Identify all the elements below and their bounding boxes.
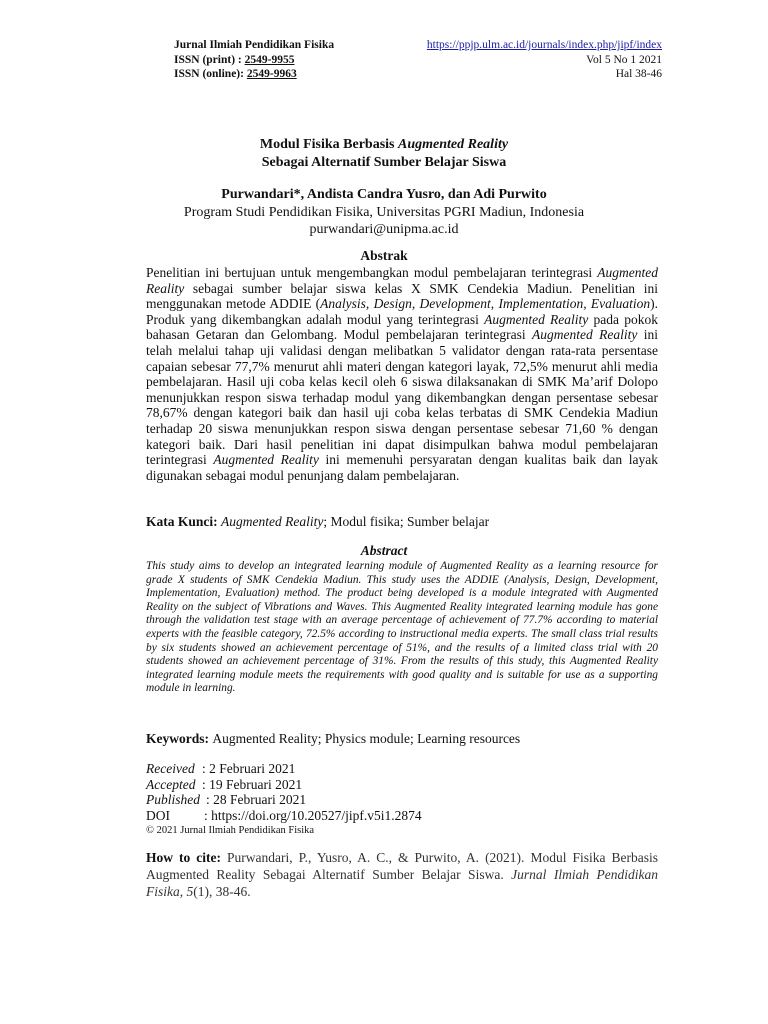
- issn-print-line: [174, 53, 334, 68]
- abstrak-text: sebagai sumber belajar siswa kelas X SMK Cendekia Madiun. Penelitian ini menggunakan metode ADDIE (: [146, 280, 658, 312]
- issn-online-link[interactable]: 2549-9963: [246, 68, 297, 80]
- kata-kunci-label: Kata Kunci:: [146, 514, 222, 529]
- journal-info: [174, 38, 334, 82]
- abstrak-text: ini telah melalui tahap uji validasi dengan melibatkan 5 validator dengan rata-rata persentase capaian sebesar 77,7% menurut ahli materi dengan kategori layak, 72,5% menurut ahli media pembelajaran. Hasil uji coba kelas kecil oleh 6 siswa dilaksanakan di SMK Ma’arif Dolopo menunjukkan respon siswa terhadap modul yang dikembangkan dengan persentase sebesar 78,67% dengan kategori baik dan hasil uji coba kelas terbatas di SMK Cendekia Madiun terhadap 20 siswa menunjukkan respon siswa dengan persentase sebesar 71,60 % dengan kategori baik. Dari hasil penelitian ini dapat disimpulkan bahwa modul pembelajaran terintegrasi: [146, 327, 658, 468]
- abstract-heading: Abstract: [360, 543, 408, 558]
- cite-label: How to cite:: [146, 850, 228, 865]
- doi-value[interactable]: : https://doi.org/10.20527/jipf.v5i1.2874: [204, 807, 422, 823]
- journal-url-link[interactable]: https://ppjp.ulm.ac.id/journals/index.php/jipf/index: [426, 39, 662, 51]
- received-value: : 2 Februari 2021: [202, 761, 296, 776]
- cite-text: Purwandari, P., Yusro, A. C., & Purwito, A. (2021). Modul Fisika Berbasis Augmented Reality Sebagai Alternatif Sumber Belajar Siswa.: [146, 850, 658, 882]
- abstrak-italic: Augmented Reality: [532, 327, 638, 343]
- article-dates: [146, 761, 422, 823]
- title-line1: Modul Fisika Berbasis: [259, 137, 399, 152]
- abstrak-heading: Abstrak: [360, 248, 408, 263]
- cite-journal: Jurnal Ilmiah Pendidikan Fisika: [146, 867, 658, 899]
- journal-name: Jurnal Ilmiah Pendidikan Fisika: [174, 39, 335, 51]
- cite-volume: 5: [186, 884, 194, 899]
- doi-row: [146, 808, 422, 824]
- keywords-label: Keywords:: [146, 731, 213, 746]
- issn-online-line: [174, 67, 334, 82]
- author-email: purwandari@unipma.ac.id: [309, 222, 459, 237]
- abstrak-text: ). Produk yang dikembangkan adalah modul yang terintegrasi: [146, 296, 659, 327]
- received-label: Received: [146, 761, 195, 776]
- issn-online-label: ISSN (online):: [174, 68, 247, 80]
- abstrak-italic: Augmented Reality: [213, 452, 319, 468]
- abstrak-italic: Augmented Reality: [146, 265, 658, 296]
- abstrak-body: [146, 265, 658, 483]
- keywords-text: Augmented Reality; Physics module; Learning resources: [212, 731, 521, 746]
- abstrak-text: ini memenuhi persyaratan dengan kualitas baik dan layak digunakan sebagai modul penunjang dalam pembelajaran.: [146, 452, 658, 483]
- abstrak-italic: Analysis, Design, Development, Implementation, Evaluation: [320, 296, 651, 312]
- received-row: [146, 761, 422, 777]
- title-line2: Sebagai Alternatif Sumber Belajar Siswa: [261, 155, 507, 170]
- affiliation: Program Studi Pendidikan Fisika, Universitas PGRI Madiun, Indonesia: [183, 204, 585, 220]
- author-block: [0, 186, 768, 239]
- doi-label: DOI: [146, 807, 170, 823]
- issn-print-label: ISSN (print) :: [174, 53, 245, 66]
- accepted-value: : 19 Februari 2021: [202, 776, 303, 792]
- volume-info: Vol 5 No 1 2021: [586, 53, 662, 66]
- kata-kunci-italic: Augmented Reality: [221, 514, 324, 529]
- page-range: Hal 38-46: [615, 68, 662, 80]
- published-label: Published: [146, 792, 200, 807]
- published-row: [146, 792, 422, 808]
- how-to-cite: [146, 849, 658, 900]
- copyright: © 2021 Jurnal Ilmiah Pendidikan Fisika: [146, 825, 315, 836]
- abstract-body: This study aims to develop an integrated learning module of Augmented Reality as a learning resource for grade X students of SMK Cendekia Madiun. This study uses the ADDIE (Analysis, Design, Development, Implementation, Evaluation) method. The product being developed is a module integrated with Augmented Reality on the subject of Vibrations and Waves. This Augmented Reality integrated learning module has gone through the validation test stage with an average percentage of achievement of 77.7% according to material experts with the feasible category, 72.5% according to instructional media experts. The small class trial results by six students showed an achievement percentage of 51%, and the results of a limited class trial with 20 students showed an achievement percentage of 31%. From the results of this study, this Augmented Reality integrated learning module meets the requirements with good quality and is suitable for use as a supporting module in learning.: [146, 560, 658, 695]
- kata-kunci-rest: ; Modul fisika; Sumber belajar: [323, 514, 490, 529]
- accepted-row: [146, 777, 422, 793]
- abstrak-text: pada pokok bahasan Getaran dan Gelombang. Modul pembelajaran terintegrasi: [146, 311, 659, 343]
- paper-title: [0, 136, 768, 172]
- accepted-label: Accepted: [146, 776, 196, 792]
- author-names: Purwandari*, Andista Candra Yusro, dan Adi Purwito: [221, 187, 547, 202]
- abstrak-italic: Augmented Reality: [484, 311, 589, 327]
- published-value: : 28 Februari 2021: [206, 792, 307, 807]
- issn-print-link[interactable]: 2549-9955: [244, 53, 295, 66]
- journal-meta: [427, 38, 662, 82]
- cite-text: ,: [179, 884, 187, 899]
- cite-text: (1), 38-46.: [193, 884, 251, 899]
- title-italic: Augmented Reality: [398, 137, 509, 152]
- abstrak-text: Penelitian ini bertujuan untuk mengembangkan modul pembelajaran terintegrasi: [146, 265, 598, 280]
- kata-kunci: [146, 514, 489, 530]
- keywords: [146, 731, 520, 747]
